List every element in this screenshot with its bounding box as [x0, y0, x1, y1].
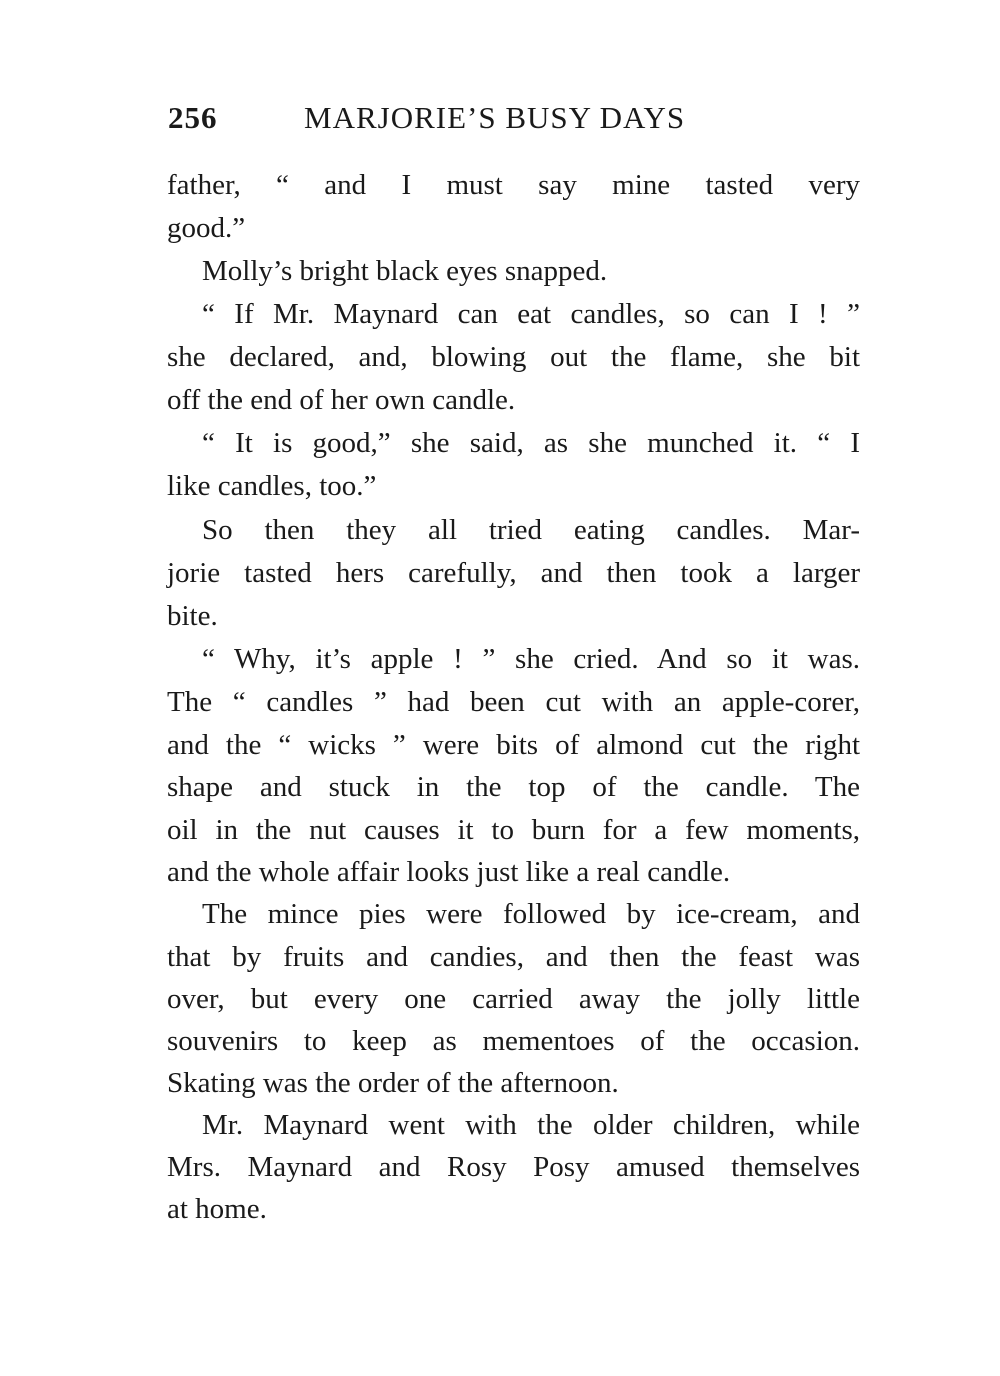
- text-line: bite.: [167, 600, 218, 632]
- text-line: and the “ wicks ” were bits of almond cut the right: [167, 729, 860, 761]
- text-line: The mince pies were followed by ice-cream, and: [202, 898, 860, 930]
- text-line: shape and stuck in the top of the candle. The: [167, 771, 860, 803]
- text-line: good.”: [167, 212, 246, 244]
- text-line: she declared, and, blowing out the flame, she bit: [167, 341, 860, 373]
- text-line: father, “ and I must say mine tasted very: [167, 169, 860, 201]
- text-line: jorie tasted hers carefully, and then took a larger: [167, 557, 860, 589]
- text-line: Mrs. Maynard and Rosy Posy amused themselves: [167, 1151, 860, 1183]
- running-title: MARJORIE’S BUSY DAYS: [304, 100, 686, 135]
- page-number: 256: [168, 100, 218, 135]
- text-line: that by fruits and candies, and then the feast was: [167, 941, 860, 973]
- text-line: So then they all tried eating candles. Mar-: [202, 514, 860, 546]
- text-line: Molly’s bright black eyes snapped.: [202, 255, 608, 287]
- text-line: like candles, too.”: [167, 470, 377, 502]
- text-line: The “ candles ” had been cut with an apple-corer,: [167, 686, 860, 718]
- text-line: “ Why, it’s apple ! ” she cried. And so it was.: [202, 643, 860, 675]
- page-header: [168, 100, 868, 150]
- text-line: souvenirs to keep as mementoes of the occasion.: [167, 1025, 860, 1057]
- text-line: and the whole affair looks just like a real candle.: [167, 856, 731, 888]
- text-line: oil in the nut causes it to burn for a few moments,: [167, 814, 860, 846]
- text-line: over, but every one carried away the jolly little: [167, 983, 860, 1015]
- text-line: off the end of her own candle.: [167, 384, 516, 416]
- text-line: “ It is good,” she said, as she munched it. “ I: [202, 427, 860, 459]
- text-line: at home.: [167, 1193, 267, 1225]
- text-line: “ If Mr. Maynard can eat candles, so can I ! ”: [202, 298, 860, 330]
- text-line: Mr. Maynard went with the older children, while: [202, 1109, 860, 1141]
- text-line: Skating was the order of the afternoon.: [167, 1067, 619, 1099]
